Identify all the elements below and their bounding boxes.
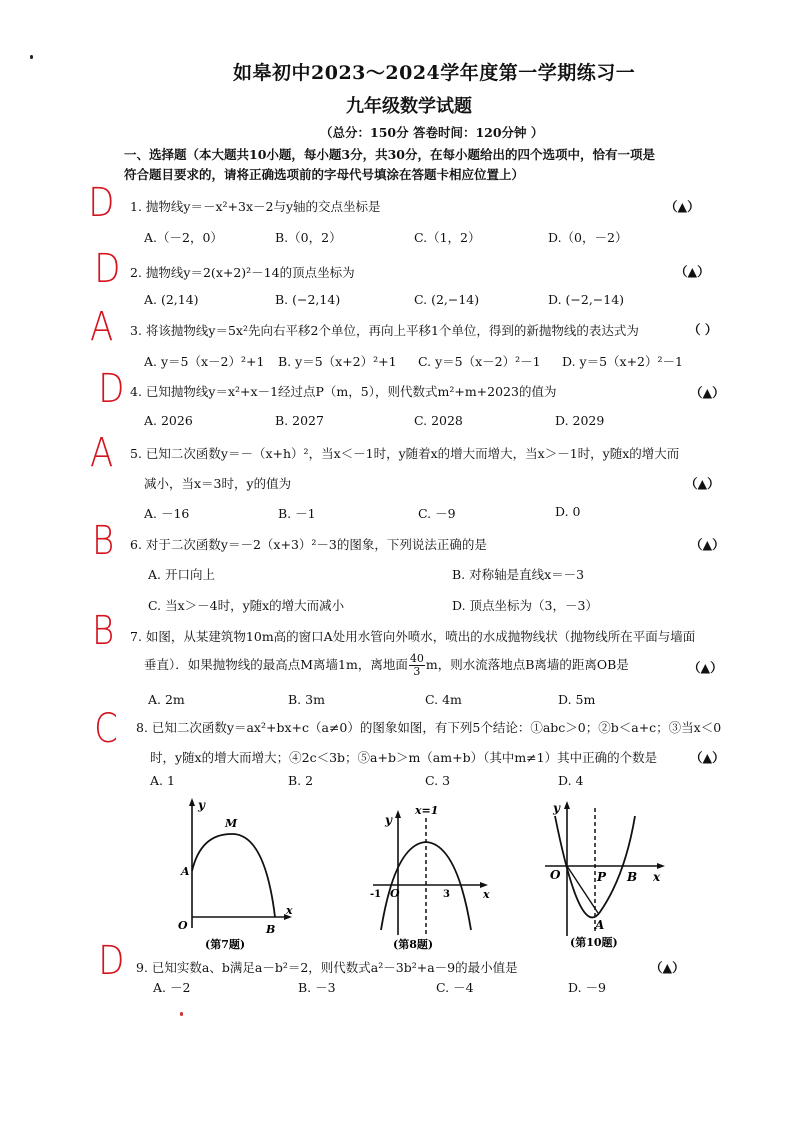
question-6 [130, 535, 487, 553]
answer-q4: D [98, 366, 125, 412]
option-d: D. 2029 [555, 413, 605, 428]
question-1 [130, 197, 381, 215]
question-text: 已知实数a、b满足a－b²＝2，则代数式a²－3b²+a－9的最小值是 [151, 960, 518, 975]
question-text: 如图，从某建筑物10m高的窗口A处用水管向外喷水，喷出的水成抛物线状（抛物线所在平面与墙面 [145, 629, 696, 644]
option-b: B. (−2,14) [275, 292, 341, 307]
option-b: B. y＝5（x+2）²+1 [278, 354, 397, 369]
option-c: C. 4m [425, 692, 462, 707]
question-3 [130, 321, 639, 339]
option-d: D. 顶点坐标为（3，－3） [452, 598, 598, 613]
question-5-cont: 减小，当x＝3时，y的值为 [144, 476, 292, 491]
x-axis-arrow [657, 863, 665, 869]
question-text: m，则水流落地点B离墙的距离OB是 [425, 657, 629, 672]
option-c: C. (2,−14) [414, 292, 480, 307]
question-text: 将该抛物线y＝5x²先向右平移2个单位，再向上平移1个单位，得到的新抛物线的表达式为 [145, 323, 639, 338]
figure-caption: (第8题) [393, 938, 434, 951]
answer-q1: D [88, 180, 115, 226]
option-b: B. 3m [288, 692, 325, 707]
question-text: 已知二次函数y＝ax²+bx+c（a≠0）的图象如图，有下列5个结论：①abc＞0；②b＜a+c；③当x＜0 [151, 720, 722, 735]
label-a: A [595, 918, 605, 932]
option-c: C. 3 [425, 773, 451, 788]
option-d: D. 5m [558, 692, 596, 707]
label-x: x [653, 870, 661, 884]
question-number: 3. [130, 323, 142, 338]
answer-marker: （▲） [685, 476, 720, 491]
question-text: 垂直）．如果抛物线的最高点M离墙1m，离地面 [144, 657, 408, 672]
figure-7 [165, 793, 300, 953]
exam-title: 如皋初中2023～2024学年度第一学期练习一 [233, 62, 636, 84]
answer-marker: （ ） [688, 322, 718, 337]
option-c: C. y＝5（x－2）²－1 [418, 354, 541, 369]
question-4 [130, 382, 556, 400]
question-7 [130, 627, 695, 645]
label-m: M [225, 817, 238, 830]
label-y: y [553, 801, 560, 815]
answer-q5: A [90, 430, 114, 476]
option-b: B. －3 [298, 980, 336, 995]
question-number: 5. [130, 446, 142, 461]
option-a: A. 2m [148, 692, 185, 707]
question-number: 6. [130, 537, 142, 552]
answer-q7: B [91, 608, 115, 654]
answer-marker: （▲） [675, 264, 710, 279]
option-b: B. －1 [278, 506, 316, 521]
answer-q2: D [94, 246, 121, 292]
question-text: 抛物线y＝2(x+2)²－14的顶点坐标为 [145, 265, 355, 280]
question-8-cont: 时，y随x的增大而增大；④2c＜3b；⑤a+b＞m（am+b）（其中m≠1）其中正确的个数是 [150, 750, 658, 765]
exam-meta: （总分：150分 答卷时间：120分钟 ） [320, 125, 544, 140]
option-c: C.（1，2） [414, 230, 481, 245]
exam-subtitle: 九年级数学试题 [346, 96, 472, 117]
answer-marker: （▲） [690, 750, 725, 765]
option-b: B. 2 [288, 773, 314, 788]
option-d: D.（0，－2） [548, 230, 628, 245]
label-o: O [550, 868, 561, 882]
option-a: A. 2026 [144, 413, 193, 428]
option-c: C. 当x＞－4时，y随x的增大而减小 [148, 598, 345, 613]
label-b: B [266, 923, 276, 936]
fraction [409, 653, 425, 678]
option-c: C. －4 [436, 980, 474, 995]
label-x: x [483, 888, 490, 901]
label-o: O [390, 887, 400, 900]
answer-marker: （▲） [665, 199, 700, 214]
answer-marker: （▲） [688, 660, 723, 675]
label-x: x [286, 904, 293, 917]
option-c: C. －9 [418, 506, 456, 521]
scan-speck [180, 1012, 183, 1016]
question-text: 抛物线y＝－x²+3x－2与y轴的交点坐标是 [145, 199, 381, 214]
option-a: A. 开口向上 [148, 567, 215, 582]
question-9 [136, 958, 518, 976]
question-number: 8. [136, 720, 148, 735]
label-a: A [181, 865, 190, 878]
question-number: 1. [130, 199, 142, 214]
y-axis-arrow [189, 798, 195, 806]
question-text: 对于二次函数y＝－2（x+3）²－3的图象，下列说法正确的是 [145, 537, 487, 552]
label-b: B [627, 870, 638, 884]
option-c: C. 2028 [414, 413, 463, 428]
question-number: 7. [130, 629, 142, 644]
option-a: A. y＝5（x－2）²+1 [144, 354, 265, 369]
answer-q9: D [98, 938, 125, 984]
fraction-numerator: 40 [409, 652, 424, 665]
option-b: B.（0，2） [275, 230, 342, 245]
option-a: A. －16 [144, 506, 190, 521]
answer-marker: （▲） [690, 385, 725, 400]
question-number: 4. [130, 384, 142, 399]
question-text: 已知抛物线y＝x²+x－1经过点P（m，5），则代数式m²+m+2023的值为 [145, 384, 557, 399]
label-y: y [385, 813, 392, 827]
question-text: 已知二次函数y＝－（x+h）²，当x＜－1时，y随着x的增大而增大，当x＞－1时，y随x的增大而 [145, 446, 680, 461]
option-a: A. 1 [150, 773, 175, 788]
figure-caption: (第7题) [205, 938, 246, 951]
figure-8 [365, 800, 500, 952]
option-a: A. (2,14) [144, 292, 199, 307]
option-d: D. －9 [568, 980, 606, 995]
label-neg1: -1 [370, 889, 382, 900]
option-a: A.（－2，0） [144, 230, 223, 245]
option-b: B. 2027 [275, 413, 324, 428]
option-d: D. 4 [558, 773, 584, 788]
option-b: B. 对称轴是直线x＝－3 [452, 567, 585, 582]
answer-q6: B [91, 518, 115, 564]
section-heading: 一、选择题（本大题共10小题，每小题3分，共30分，在每小题给出的四个选项中，恰有一项是 [124, 147, 655, 162]
question-5 [130, 444, 679, 462]
question-7-cont [144, 653, 629, 678]
answer-q3: A [90, 304, 114, 350]
question-number: 2. [130, 265, 142, 280]
answer-marker: （▲） [650, 960, 685, 975]
option-d: D. 0 [555, 504, 581, 519]
option-d: D. y＝5（x+2）²－1 [562, 354, 683, 369]
answer-marker: （▲） [690, 537, 725, 552]
label-y: y [198, 798, 205, 812]
figure-caption: (第10题) [570, 936, 618, 949]
label-three: 3 [443, 889, 450, 900]
label-p: P [597, 870, 607, 884]
option-a: A. －2 [153, 980, 191, 995]
question-number: 9. [136, 960, 148, 975]
fraction-denominator: 3 [413, 665, 421, 678]
y-axis-arrow [395, 810, 401, 818]
water-parabola [192, 834, 275, 917]
label-x1: x=1 [415, 804, 439, 817]
segment-oa [567, 866, 598, 913]
y-axis-arrow [564, 801, 570, 809]
answer-q8: C [94, 706, 118, 752]
label-o: O [178, 919, 188, 932]
scan-speck [30, 55, 33, 59]
section-instructions: 符合题目要求的，请将正确选项前的字母代号填涂在答题卡相应位置上） [124, 167, 525, 182]
figure-10 [540, 796, 675, 952]
question-8 [136, 718, 721, 736]
question-2 [130, 263, 355, 281]
option-d: D. (−2,−14) [548, 292, 625, 307]
